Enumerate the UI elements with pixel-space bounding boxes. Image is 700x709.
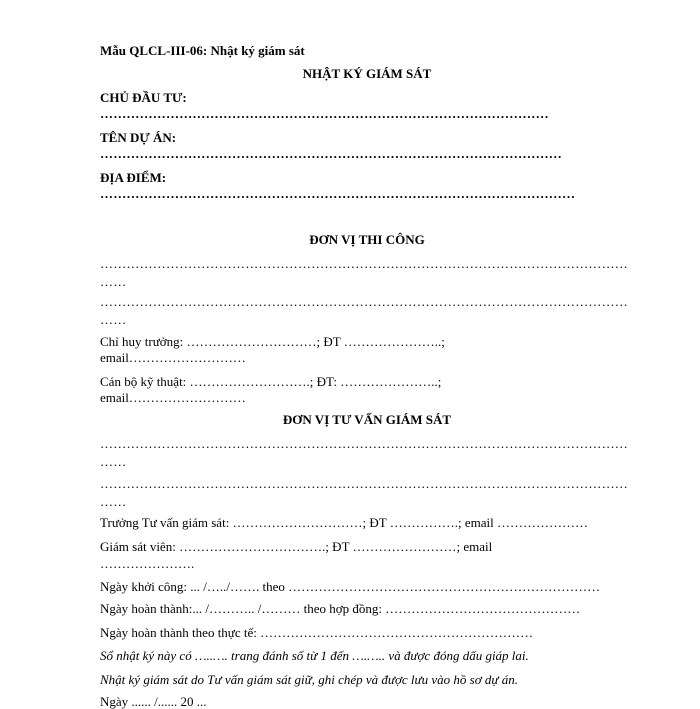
consultant-line-1: ………………………………………………………………………………………………………… xyxy=(100,436,628,451)
pages-note: Sổ nhật ký này có …..…. trang đánh số từ 1 đến ….….. và được đóng dấu giáp lai. xyxy=(100,648,529,663)
contractor-line-2: ………………………………………………………………………………………………………… xyxy=(100,294,628,309)
contractor-heading: ĐƠN VỊ THI CÔNG xyxy=(309,232,425,247)
consultant-line-2-wrap: …… xyxy=(100,494,127,509)
document-title: NHẬT KÝ GIÁM SÁT xyxy=(302,66,432,81)
contractor-line-2-wrap: …… xyxy=(100,312,127,327)
form-code: Mẫu QLCL-III-06: Nhật ký giám sát xyxy=(100,43,305,58)
supervisor-field: Giám sát viên: …………………………….; ĐT ……………………; email xyxy=(100,539,493,554)
commander-email: email……………………… xyxy=(100,350,246,365)
supervisor-wrap: …………………. xyxy=(100,556,195,571)
consultant-heading: ĐƠN VỊ TƯ VẤN GIÁM SÁT xyxy=(282,412,452,427)
consultant-line-1-wrap: …… xyxy=(100,454,127,469)
date-line-cutoff: Ngày ...... /...... 20 ... xyxy=(100,694,207,709)
commander-field: Chỉ huy trưởng: …………………………; ĐT …………………..; xyxy=(100,334,445,349)
owner-line: ………………………………………………………………………………………… xyxy=(100,106,549,121)
contract-finish-date-field: Ngày hoàn thành:... /……….. /……… theo hợp đồng: ……………………………………… xyxy=(100,601,581,616)
engineer-field: Cán bộ kỹ thuật: ……………………….; ĐT: …………………..; xyxy=(100,374,442,389)
location-label: ĐỊA ĐIỂM: xyxy=(100,170,167,185)
consultant-head-field: Trưởng Tư vấn giám sát: …………………………; ĐT …………….; email ………………… xyxy=(100,515,588,530)
engineer-email: email……………………… xyxy=(100,390,246,405)
location-line: ……………………………………………………………………………………………… xyxy=(100,186,576,201)
project-line: …………………………………………………………………………………………… xyxy=(100,146,562,161)
project-label: TÊN DỰ ÁN: xyxy=(100,130,177,145)
consultant-line-2: ………………………………………………………………………………………………………… xyxy=(100,476,628,491)
contractor-line-1-wrap: …… xyxy=(100,274,127,289)
owner-label: CHỦ ĐẦU TƯ: xyxy=(100,90,187,105)
contractor-line-1: ………………………………………………………………………………………………………… xyxy=(100,256,628,271)
custody-note: Nhật ký giám sát do Tư vấn giám sát giữ, ghi chép và được lưu vào hồ sơ dự án. xyxy=(100,672,518,687)
start-date-field: Ngày khởi công: ... /…../……. theo ……………………………………………………………… xyxy=(100,579,601,594)
actual-finish-date-field: Ngày hoàn thành theo thực tế: ……………………………………………………… xyxy=(100,625,534,640)
